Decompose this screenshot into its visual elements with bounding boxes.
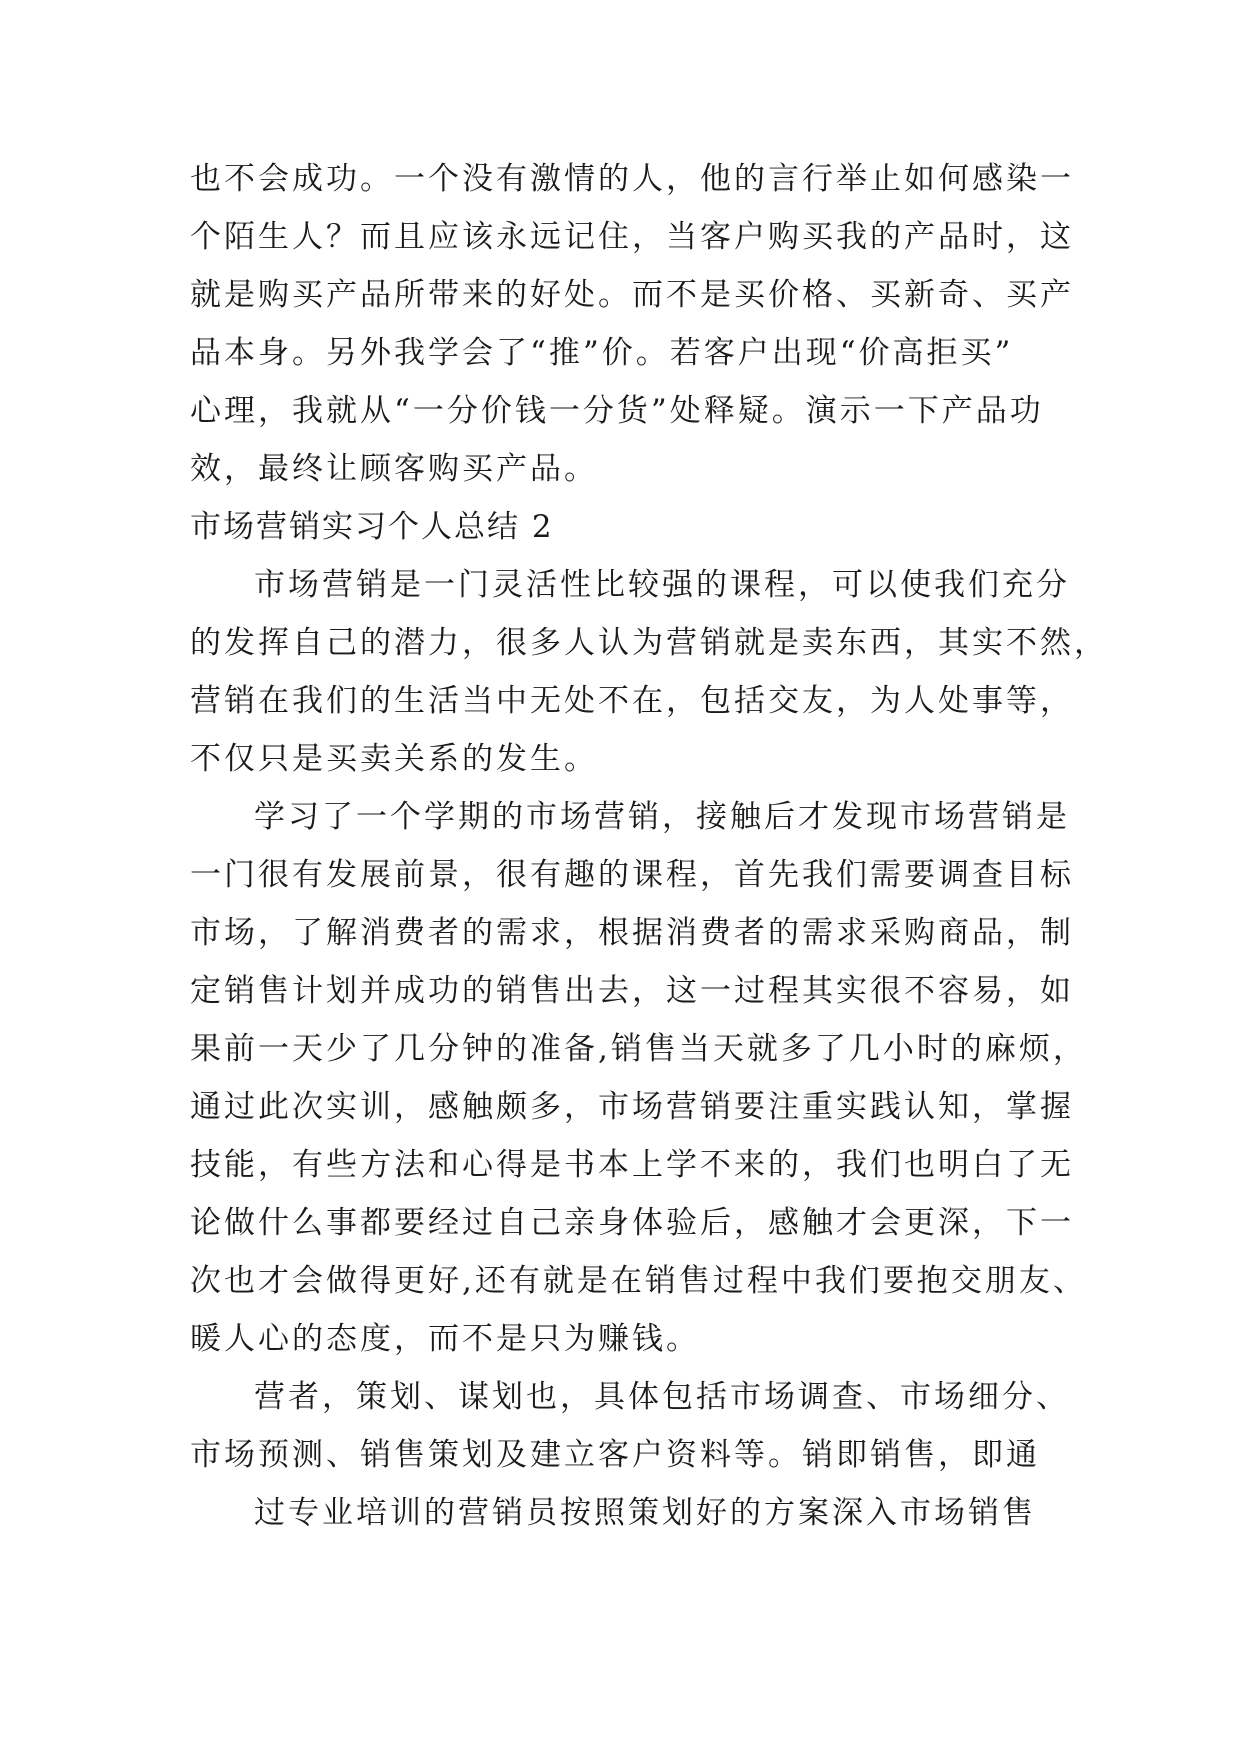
text-line: 一门很有发展前景，很有趣的课程，首先我们需要调查目标 <box>190 857 1074 893</box>
text-line: 技能，有些方法和心得是书本上学不来的，我们也明白了无 <box>190 1147 1074 1183</box>
text-line: 通过此次实训，感触颇多，市场营销要注重实践认知，掌握 <box>190 1089 1074 1125</box>
text-line: 营者，策划、谋划也，具体包括市场调查、市场细分、 <box>254 1379 1070 1415</box>
text-line: 市场预测、销售策划及建立客户资料等。销即销售，即通 <box>190 1437 1040 1473</box>
text-line: 不仅只是买卖关系的发生。 <box>190 741 598 777</box>
section-heading: 市场营销实习个人总结 2 <box>190 509 554 545</box>
document-page <box>190 150 1108 1542</box>
text-line: 心理，我就从“一分价钱一分货”处释疑。演示一下产品功 <box>190 393 1044 429</box>
text-line: 市场营销是一门灵活性比较强的课程，可以使我们充分 <box>254 567 1070 603</box>
text-line: 也不会成功。一个没有激情的人，他的言行举止如何感染一 <box>190 161 1074 197</box>
text-line: 定销售计划并成功的销售出去，这一过程其实很不容易，如 <box>190 973 1074 1009</box>
text-line: 市场，了解消费者的需求，根据消费者的需求采购商品，制 <box>190 915 1074 951</box>
text-line: 品本身。另外我学会了“推”价。若客户出现“价高拒买” <box>190 335 1014 371</box>
text-line: 论做什么事都要经过自己亲身体验后，感触才会更深，下一 <box>190 1205 1074 1241</box>
text-line: 次也才会做得更好,还有就是在销售过程中我们要抱交朋友、 <box>190 1263 1087 1299</box>
text-line: 营销在我们的生活当中无处不在，包括交友，为人处事等， <box>190 683 1074 719</box>
text-line: 的发挥自己的潜力，很多人认为营销就是卖东西，其实不然， <box>190 625 1108 661</box>
text-line: 暖人心的态度，而不是只为赚钱。 <box>190 1321 700 1357</box>
text-line: 个陌生人？而且应该永远记住，当客户购买我的产品时，这 <box>190 219 1074 255</box>
text-line: 果前一天少了几分钟的准备,销售当天就多了几小时的麻烦， <box>190 1031 1087 1067</box>
text-line: 过专业培训的营销员按照策划好的方案深入市场销售 <box>254 1495 1036 1531</box>
text-line: 就是购买产品所带来的好处。而不是买价格、买新奇、买产 <box>190 277 1074 313</box>
text-line: 学习了一个学期的市场营销，接触后才发现市场营销是 <box>254 799 1070 835</box>
text-line: 效，最终让顾客购买产品。 <box>190 451 598 487</box>
